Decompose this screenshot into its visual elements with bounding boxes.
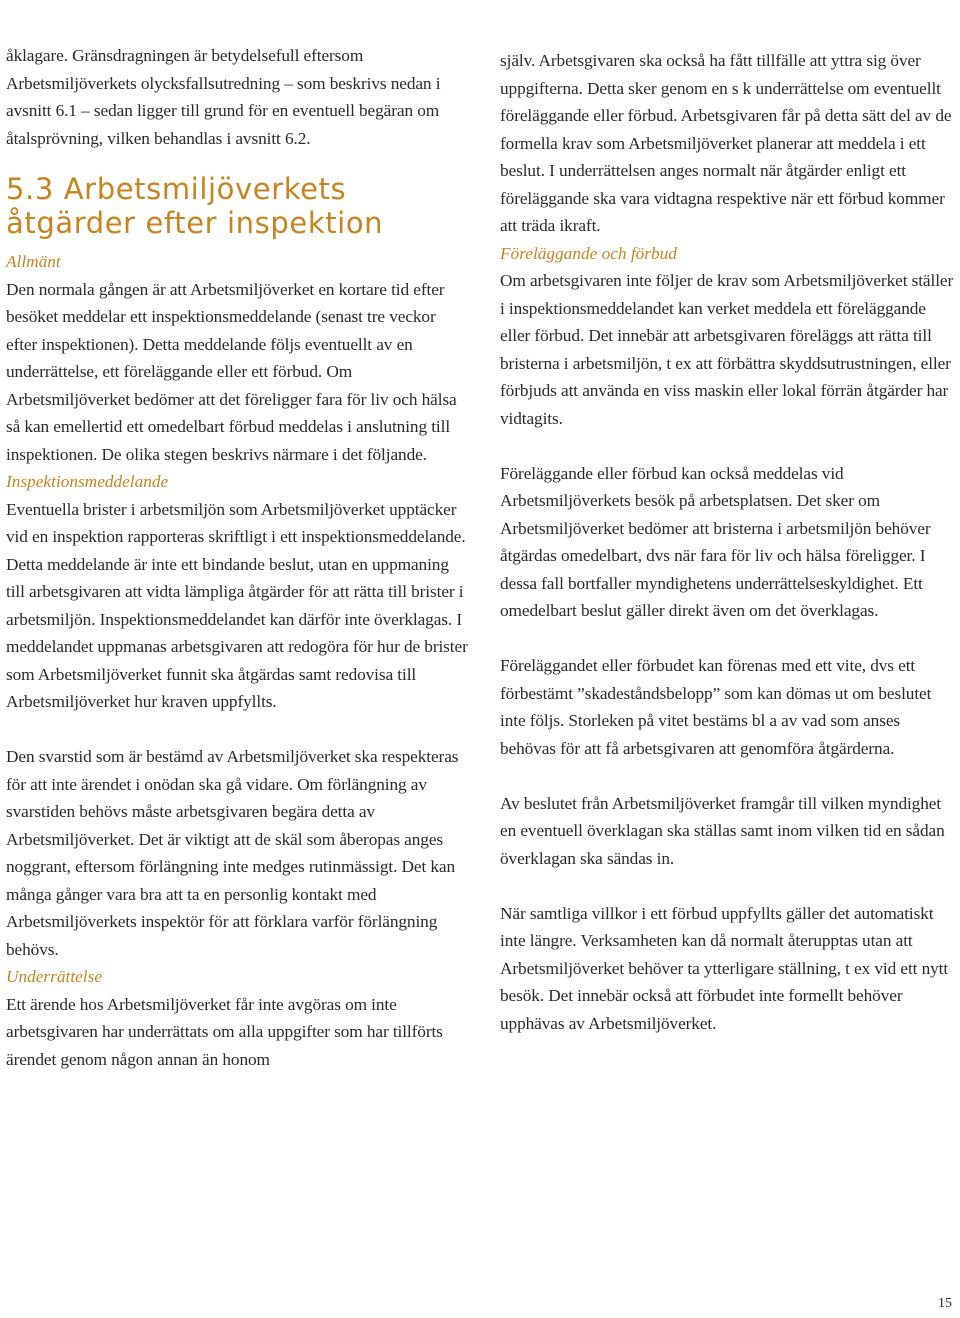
subheading-underrattelse: Underrättelse (6, 967, 102, 986)
paragraph-continuation: själv. Arbetsgivaren ska också ha fått tillfälle att yttra sig över uppgifterna. Detta sker genom en s k underrättelse om eventuellt föreläggande eller förbud. Arbetsgivaren får på detta sätt del av de formella krav som Arbetsmiljöverket planerar att meddela i ett beslut. I underrättelsen anges normalt när åtgärder enligt ett föreläggande ska vara vidtagna respektive när ett förbud kommer att träda ikraft. (500, 51, 952, 235)
paragraph-allmant: Den normala gången är att Arbetsmiljöverket en kortare tid efter besöket meddelar ett inspektionsmeddelande (senast tre veckor efter inspektionen). Detta meddelande följs eventuellt av en underrättelse, ett föreläggande eller ett förbud. Om Arbetsmiljöverket bedömer att det föreligger fara för liv och hälsa så kan emellertid ett omedelbart förbud meddelas i anslutning till inspektionen. De olika stegen beskrivs närmare i det följande. (6, 279, 457, 464)
subheading-inspektionsmeddelande: Inspektionsmeddelande (6, 472, 169, 491)
intro-paragraph: åklagare. Gränsdragningen är betydelsefull eftersom Arbetsmiljöverkets olycksfallsutredning – som beskrivs nedan i avsnitt 6.1 – sedan ligger till grund för en eventuell begäran om åtalsprövning, vilken behandlas i avsnitt 6.2. (6, 46, 441, 148)
subheading-forelaggande: Föreläggande och förbud (500, 243, 677, 263)
paragraph-vite: Föreläggandet eller förbudet kan förenas med ett vite, dvs ett förbestämt ”skadeståndsbelopp” som kan dömas ut om beslutet inte följs. Storleken på vitet bestäms bl a av vad som anses behövas för att få arbetsgivaren att genomföra åtgärderna. (500, 656, 932, 758)
paragraph-inspektionsmeddelande: Eventuella brister i arbetsmiljön som Arbetsmiljöverket upptäcker vid en inspektion rapporteras skriftligt i ett inspektionsmeddelande. Detta meddelande är inte ett bindande beslut, utan en uppmaning till arbetsgivaren att vidta lämpliga åtgärder för att rätta till brister i arbetsmiljön. Inspektionsmeddelandet kan därför inte överklagas. I meddelandet uppmanas arbetsgivaren att redogöra för hur de brister som Arbetsmiljöverket funnit ska åtgärdas samt redovisa till Arbetsmiljöverket hur kraven uppfyllts. (6, 499, 468, 711)
right-column (500, 47, 956, 1037)
left-column (6, 42, 468, 1073)
paragraph-overklagan: Av beslutet från Arbetsmiljöverket framgår till vilken myndighet en eventuell överklagan ska ställas samt inom vilken tid en sådan överklagan ska sändas in. (500, 793, 945, 868)
paragraph-svarstid: Den svarstid som är bestämd av Arbetsmiljöverket ska respekteras för att inte ärendet i onödan ska gå vidare. Om förlängning av svarstiden behövs måste arbetsgivaren begära detta av Arbetsmiljöverket. Det är viktigt att de skäl som åberopas anges noggrant, eftersom förlängning inte medges rutinmässigt. Det kan många gånger vara bra att ta en personlig kontakt med Arbetsmiljöverkets inspektör för att förklara varför förlängning behövs. (6, 747, 459, 959)
paragraph-forelaggande: Om arbetsgivaren inte följer de krav som Arbetsmiljöverket ställer i inspektionsmeddelandet kan verket meddela ett föreläggande eller förbud. Det innebär att arbetsgivaren föreläggs att rätta till bristerna i arbetsmiljön, t ex att förbättra skyddsutrustningen, eller förbjuds att använda en viss maskin eller lokal förrän åtgärder har vidtagits. (500, 271, 954, 428)
paragraph-underrattelse: Ett ärende hos Arbetsmiljöverket får inte avgöras om inte arbetsgivaren har underrättats om alla uppgifter som har tillförts ärendet genom någon annan än honom (6, 994, 443, 1069)
section-title: 5.3 Arbetsmiljöverkets åtgärder efter inspektion (6, 172, 384, 240)
paragraph-villkor: När samtliga villkor i ett förbud uppfyllts gäller det automatiskt inte längre. Verksamheten kan då normalt återupptas utan att Arbetsmiljöverket behöver ta ytterligare ställning, t ex vid ett nytt besök. Det innebär också att förbudet inte formellt behöver upphävas av Arbetsmiljöverket. (500, 903, 949, 1033)
subheading-allmant: Allmänt (6, 252, 61, 271)
paragraph-besok: Föreläggande eller förbud kan också meddelas vid Arbetsmiljöverkets besök på arbetsplatsen. Det sker om Arbetsmiljöverket bedömer att bristerna i arbetsmiljön behöver åtgärdas omedelbart, dvs när fara för liv och hälsa föreligger. I dessa fall bortfaller myndighetens underrättelseskyldighet. Ett omedelbart beslut gäller direkt även om det överklagas. (500, 463, 931, 620)
page-number: 15 (938, 1296, 952, 1311)
